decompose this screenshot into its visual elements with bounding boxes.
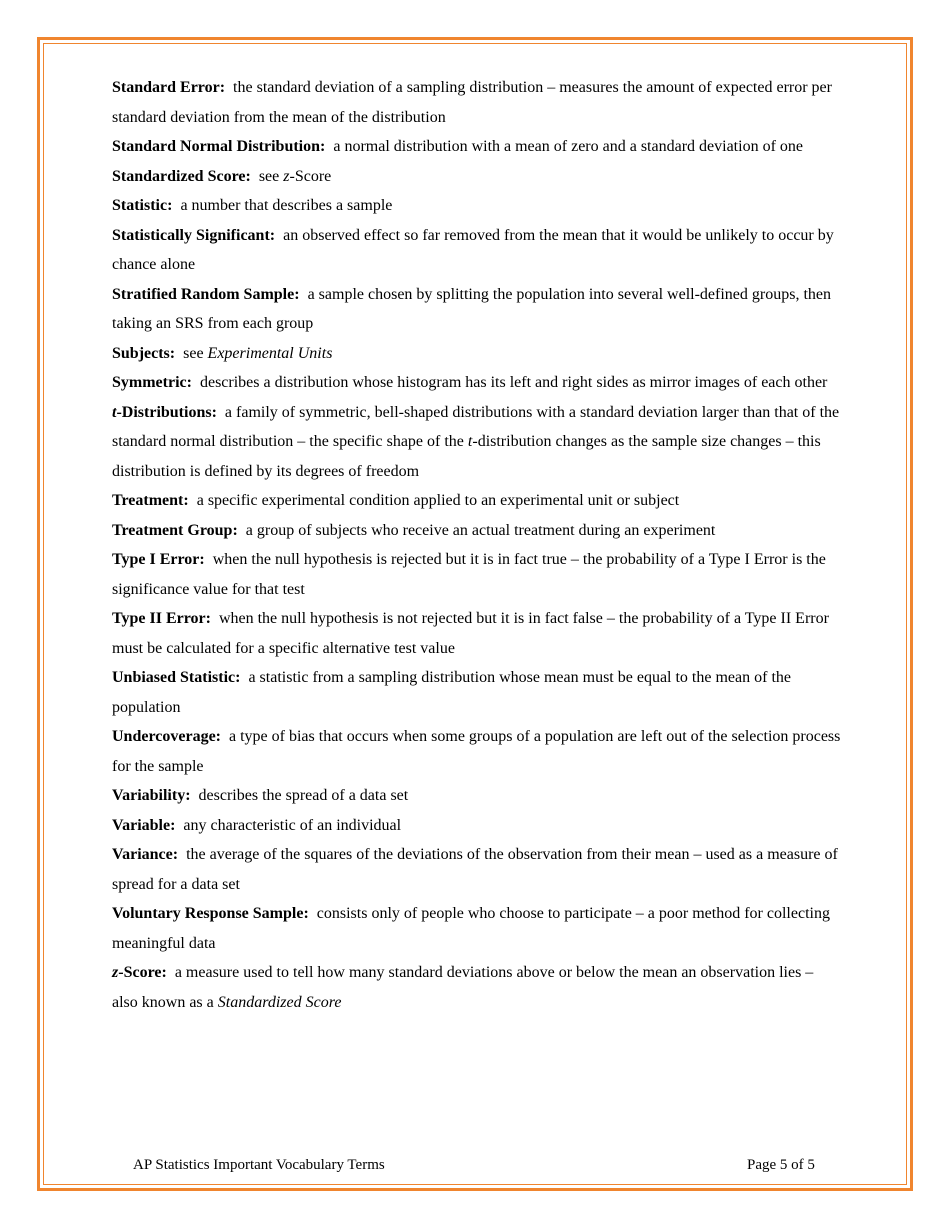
term: Variable:: [112, 816, 176, 834]
glossary-entry-treatment-group: [112, 516, 842, 546]
glossary-entry-statistically-significant: [112, 221, 842, 280]
definition: a group of subjects who receive an actual treatment during an experiment: [245, 521, 716, 539]
definition-italic: Standardized Score: [217, 993, 342, 1011]
definition-suffix: -Score: [289, 167, 332, 185]
glossary-entry-type-ii-error: [112, 604, 842, 663]
term: Type I Error:: [112, 551, 205, 568]
definition: a number that describes a sample: [180, 197, 393, 214]
term: [112, 404, 217, 421]
footer-document-title: AP Statistics Important Vocabulary Terms: [133, 1157, 385, 1173]
glossary-entry-unbiased-statistic: [112, 663, 842, 722]
definition: a sample chosen by splitting the population into several well-defined groups, then taking an SRS from each group: [112, 285, 831, 332]
term: Unbiased Statistic:: [112, 669, 241, 686]
term: Voluntary Response Sample:: [112, 905, 309, 922]
glossary-entry-undercoverage: [112, 722, 842, 781]
glossary-entry-t-distributions: [112, 398, 842, 487]
term: Standardized Score:: [112, 167, 251, 185]
term-rest: -Distributions:: [116, 403, 217, 421]
term: Variability:: [112, 787, 191, 804]
footer-page-number: Page 5 of 5: [747, 1157, 815, 1173]
definition-italic: z: [283, 167, 290, 185]
glossary-entry-treatment: [112, 486, 842, 516]
definition: a type of bias that occurs when some groups of a population are left out of the selection process for the sample: [112, 728, 841, 775]
term: Subjects:: [112, 344, 176, 362]
definition-prefix: see: [258, 167, 284, 185]
definition-italic: Experimental Units: [207, 344, 333, 362]
definition-italic: t: [467, 433, 473, 450]
definition: consists only of people who choose to participate – a poor method for collecting meaningful data: [112, 905, 830, 952]
term-italic: t: [112, 403, 117, 421]
glossary-entry-variable: [112, 811, 842, 841]
glossary-entry-subjects: [112, 339, 842, 369]
term: Variance:: [112, 846, 179, 863]
definition: when the null hypothesis is not rejected but it is in fact false – the probability of a Type II Error must be calculated for a specific alternative test value: [112, 610, 829, 657]
definition-prefix: a family of symmetric, bell-shaped distributions with a standard deviation larger than that of the standard normal distribution – the specific shape of the: [112, 403, 840, 450]
glossary-entry-standard-error: [112, 73, 842, 132]
definition: a statistic from a sampling distribution whose mean must be equal to the mean of the population: [112, 669, 791, 716]
definition: a specific experimental condition applied to an experimental unit or subject: [196, 492, 680, 509]
term: Standard Error:: [112, 79, 226, 96]
glossary-entry-type-i-error: [112, 545, 842, 604]
definition: the standard deviation of a sampling distribution – measures the amount of expected error per standard deviation from the mean of the distribution: [112, 79, 832, 126]
glossary-entry-variance: [112, 840, 842, 899]
glossary-entry-standard-normal-distribution: [112, 132, 842, 162]
definition: describes a distribution whose histogram has its left and right sides as mirror images of each other: [199, 374, 828, 391]
glossary-entry-statistic: [112, 191, 842, 221]
definition: a normal distribution with a mean of zero and a standard deviation of one: [333, 138, 803, 155]
definition-prefix: a measure used to tell how many standard deviations above or below the mean an observation lies – also known as a: [112, 964, 814, 1011]
definition-prefix: see: [183, 344, 208, 362]
term: Symmetric:: [112, 374, 192, 391]
definition: any characteristic of an individual: [183, 816, 402, 834]
term: Treatment:: [112, 492, 189, 509]
glossary-entry-standardized-score: [112, 162, 842, 192]
definition: describes the spread of a data set: [198, 787, 409, 804]
term: [112, 964, 167, 981]
term-rest: -Score:: [118, 964, 167, 981]
glossary-entry-z-score: [112, 958, 842, 1017]
definition: the average of the squares of the deviations of the observation from their mean – used as a measure of spread for a data set: [112, 846, 838, 893]
glossary-entry-voluntary-response-sample: [112, 899, 842, 958]
glossary-list: [112, 73, 842, 1017]
term: Standard Normal Distribution:: [112, 138, 326, 155]
glossary-entry-stratified-random-sample: [112, 280, 842, 339]
definition-suffix: -distribution changes as the sample size changes – this distribution is defined by its degrees of freedom: [112, 433, 821, 480]
term: Treatment Group:: [112, 521, 238, 539]
glossary-entry-symmetric: [112, 368, 842, 398]
definition: an observed effect so far removed from the mean that it would be unlikely to occur by chance alone: [112, 226, 834, 273]
term: Stratified Random Sample:: [112, 285, 300, 303]
term: Type II Error:: [112, 610, 211, 627]
term: Undercoverage:: [112, 728, 221, 745]
term: Statistically Significant:: [112, 226, 276, 244]
definition: when the null hypothesis is rejected but it is in fact true – the probability of a Type I Error is the significance value for that test: [112, 551, 826, 598]
term: Statistic:: [112, 197, 173, 214]
glossary-entry-variability: [112, 781, 842, 811]
term-italic: z: [112, 964, 119, 981]
